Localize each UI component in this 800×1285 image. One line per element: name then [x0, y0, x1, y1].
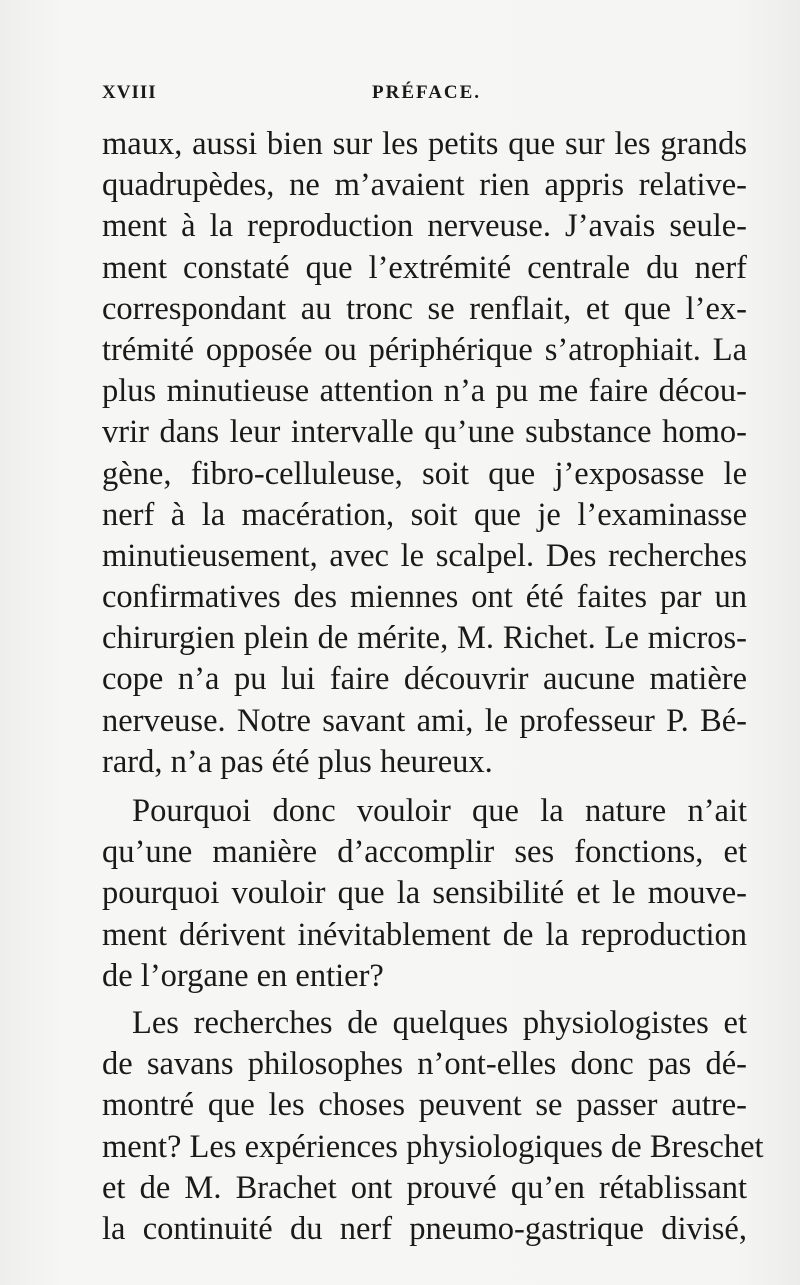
text-line: la continuité du nerf pneumo-gastrique divisé,	[102, 1210, 747, 1247]
text-line: minutieusement, avec le scalpel. Des recherches	[102, 537, 747, 574]
text-line: correspondant au tronc se renflait, et que l’ex-	[102, 290, 747, 327]
page-header	[102, 80, 742, 110]
page-number: XVIII	[102, 82, 157, 103]
text-line: plus minutieuse attention n’a pu me faire décou-	[102, 373, 747, 410]
text-line: vrir dans leur intervalle qu’une substance homo-	[102, 414, 747, 451]
text-line: ment à la reproduction nerveuse. J’avais seule-	[102, 208, 747, 245]
text-line: rard, n’a pas été plus heureux.	[102, 743, 493, 780]
text-line: de l’organe en entier?	[102, 957, 384, 994]
paragraph-2	[102, 791, 747, 997]
text-line: gène, fibro-celluleuse, soit que j’exposasse le	[102, 455, 747, 492]
paragraph-1	[102, 124, 747, 783]
body-text	[102, 124, 764, 1250]
text-line: ment? Les expériences physiologiques de Breschet	[102, 1128, 764, 1165]
text-line: Les recherches de quelques physiologistes et	[132, 1004, 747, 1041]
running-head: PRÉFACE.	[372, 82, 482, 103]
text-line: chirurgien plein de mérite, M. Richet. Le micros-	[102, 620, 747, 657]
text-line: cope n’a pu lui faire découvrir aucune matière	[102, 661, 747, 698]
text-line: maux, aussi bien sur les petits que sur les grands	[102, 126, 747, 162]
text-line: qu’une manière d’accomplir ses fonctions, et	[102, 834, 747, 871]
text-line: quadrupèdes, ne m’avaient rien appris relative-	[102, 167, 747, 204]
paragraph-3	[102, 1003, 764, 1250]
text-line: trémité opposée ou périphérique s’atrophiait. La	[102, 331, 747, 368]
text-line: et de M. Brachet ont prouvé qu’en rétablissant	[102, 1169, 747, 1206]
text-line: ment constaté que l’extrémité centrale du nerf	[102, 249, 747, 286]
text-line: pourquoi vouloir que la sensibilité et le mouve-	[102, 875, 747, 912]
text-line: montré que les choses peuvent se passer autre-	[102, 1087, 747, 1124]
text-line: Pourquoi donc vouloir que la nature n’ait	[132, 793, 747, 829]
text-line: nerf à la macération, soit que je l’examinasse	[102, 496, 747, 533]
text-line: de savans philosophes n’ont-elles donc pas dé-	[102, 1046, 747, 1083]
text-line: confirmatives des miennes ont été faites par un	[102, 579, 747, 616]
text-line: ment dérivent inévitablement de la reproduction	[102, 916, 747, 953]
text-line: nerveuse. Notre savant ami, le professeur P. Bé-	[102, 702, 747, 739]
